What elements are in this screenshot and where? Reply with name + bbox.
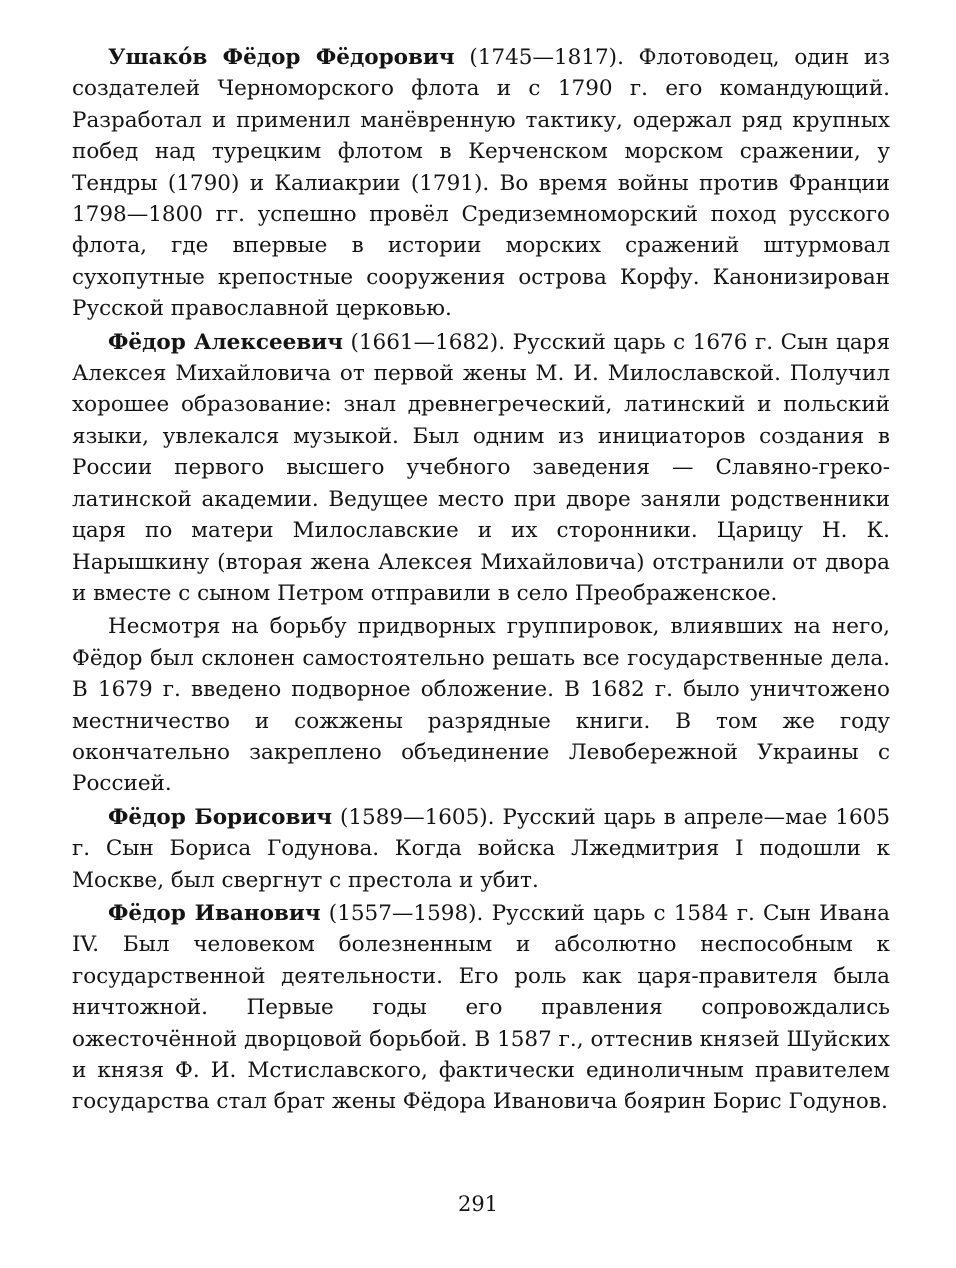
entry-body: (1589—1605). Русский царь в апреле—мае 1605 г. Сын Бориса Годунова. Когда войска Лжедмитрия I подошли к Москве, был свергнут с престола и убит. <box>72 804 890 893</box>
entry-fedor-alekseevich <box>72 327 890 610</box>
page-number: 291 <box>457 1192 499 1216</box>
entry-body: (1661—1682). Русский царь с 1676 г. Сын царя Алексея Михайловича от первой жены М. И. Милославской. Получил хорошее образование: знал древнегреческий, латинский и польский языки, увлекался музыкой. Был одним из инициаторов создания в России первого высшего учебного заведения — Славяно-греко-латинской академии. Ведущее место при дворе заняли родственники царя по матери Милославские и их сторонники. Царицу Н. К. Нарышкину (вторая жена Алексея Михайловича) отстранили от двора и вместе с сыном Петром отправили в село Преображенское. <box>72 329 891 606</box>
entry-body: Несмотря на борьбу придворных группировок, влиявших на него, Фёдор был склонен самостоятельно решать все государственные дела. В 1679 г. введено подворное обложение. В 1682 г. было уничтожено местничество и сожжены разрядные книги. В том же году окончательно закреплено объединение Левобережной Украины с Россией. <box>72 614 890 797</box>
entry-heading: Фёдор Борисович <box>108 804 333 830</box>
entry-heading: Фёдор Иванович <box>108 900 321 926</box>
entry-fedor-borisovich <box>72 802 890 896</box>
entry-heading: Фёдор Алексеевич <box>108 329 343 355</box>
entry-ushakov <box>72 42 890 325</box>
entry-fedor-ivanovich <box>72 898 890 1118</box>
entry-body: (1557—1598). Русский царь с 1584 г. Сын Ивана IV. Был человеком болезненным и абсолютно неспособным к государственной деятельности. Его роль как царя-правителя была ничтожной. Первые годы его правления сопровождались ожесточённой дворцовой борьбой. В 1587 г., оттеснив князей Шуйских и князя Ф. И. Мстиславского, фактически единоличным правителем государства стал брат жены Фёдора Ивановича боярин Борис Годунов. <box>72 900 890 1115</box>
entry-fedor-alekseevich-continued <box>72 611 890 799</box>
entry-body: (1745—1817). Флотоводец, один из создателей Черноморского флота и с 1790 г. его командующий. Разработал и применил манёвренную тактику, одержал ряд крупных побед над турецким флотом в Керченском морском сражении, у Тендры (1790) и Калиакрии (1791). Во время войны против Франции 1798—1800 гг. успешно провёл Средиземноморский поход русского флота, где впервые в истории морских сражений штурмовал сухопутные крепостные сооружения острова Корфу. Канонизирован Русской православной церковью. <box>72 45 890 322</box>
entry-heading: Ушако́в Фёдор Фёдорович <box>108 45 455 70</box>
page-text <box>72 42 890 1118</box>
